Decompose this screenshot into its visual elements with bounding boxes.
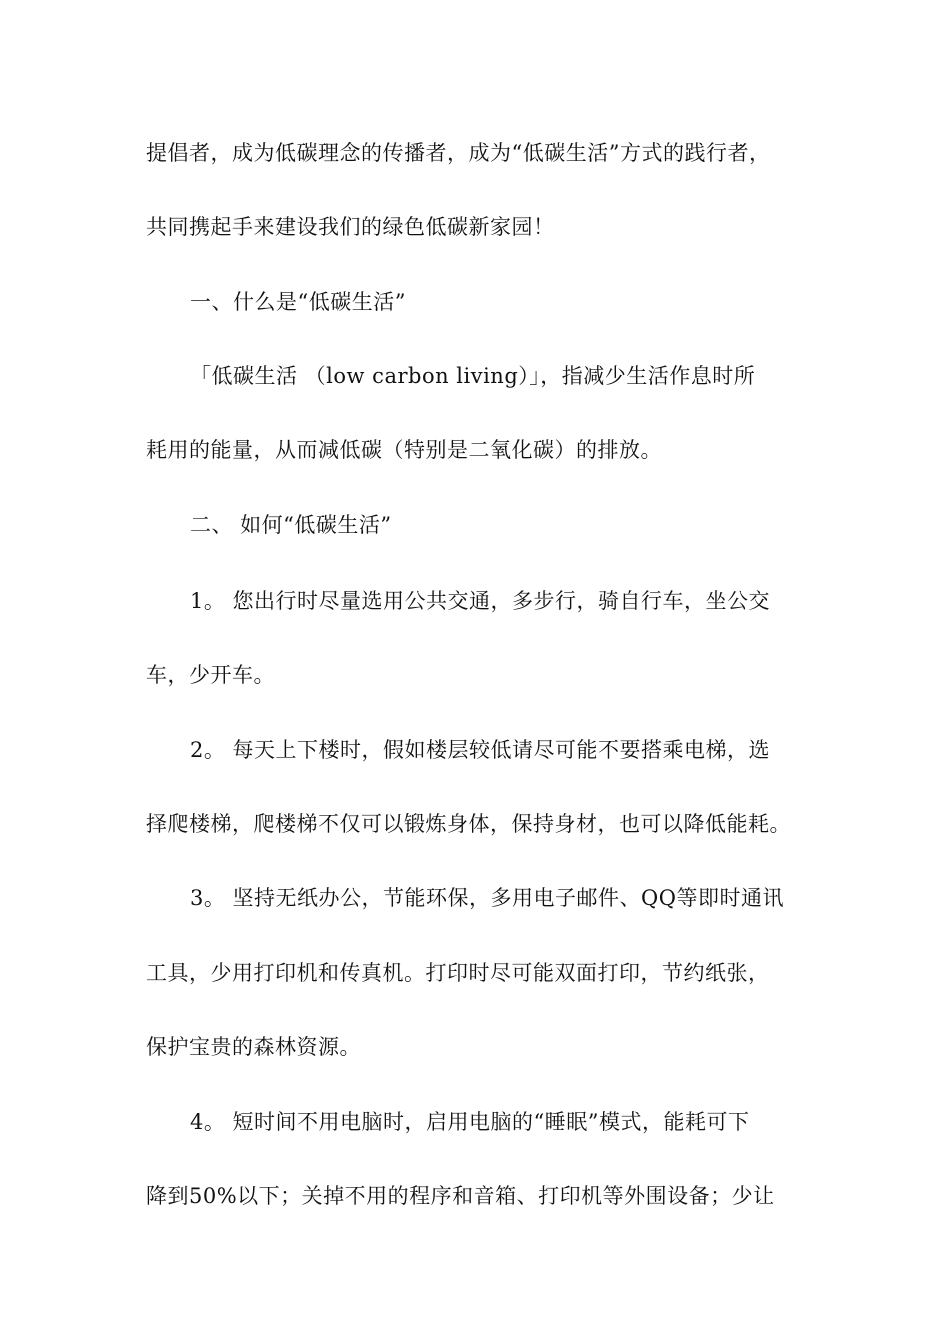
list-item-line: 2。 每天上下楼时，假如楼层较低请尽可能不要搭乘电梯，选 bbox=[190, 738, 771, 762]
list-item-line: 车，少开车。 bbox=[146, 663, 275, 687]
section-heading: 一、什么是“低碳生活” bbox=[190, 290, 406, 314]
list-item-line: 工具，少用打印机和传真机。打印时尽可能双面打印，节约纸张， bbox=[146, 961, 770, 985]
list-item-line: 降到50%以下；关掉不用的程序和音箱、打印机等外围设备；少让 bbox=[146, 1184, 775, 1208]
list-item-line: 择爬楼梯，爬楼梯不仅可以锻炼身体，保持身材，也可以降低能耗。 bbox=[146, 812, 791, 836]
list-item-line: 1。 您出行时尽量选用公共交通，多步行，骑自行车，坐公交 bbox=[190, 589, 771, 613]
paragraph-line: 耗用的能量，从而减低碳（特别是二氧化碳）的排放。 bbox=[146, 438, 662, 462]
paragraph-line: 「低碳生活 （low carbon living）」，指减少生活作息时所 bbox=[190, 364, 756, 388]
list-item-line: 4。 短时间不用电脑时，启用电脑的“睡眠”模式，能耗可下 bbox=[190, 1110, 750, 1134]
list-item-line: 保护宝贵的森林资源。 bbox=[146, 1035, 361, 1059]
list-item-line: 3。 坚持无纸办公，节能环保，多用电子邮件、QQ等即时通讯 bbox=[190, 886, 784, 910]
section-heading: 二、 如何“低碳生活” bbox=[190, 513, 392, 537]
paragraph-line: 共同携起手来建设我们的绿色低碳新家园！ bbox=[146, 215, 555, 239]
paragraph-line: 提倡者，成为低碳理念的传播者，成为“低碳生活”方式的践行者， bbox=[146, 141, 771, 165]
